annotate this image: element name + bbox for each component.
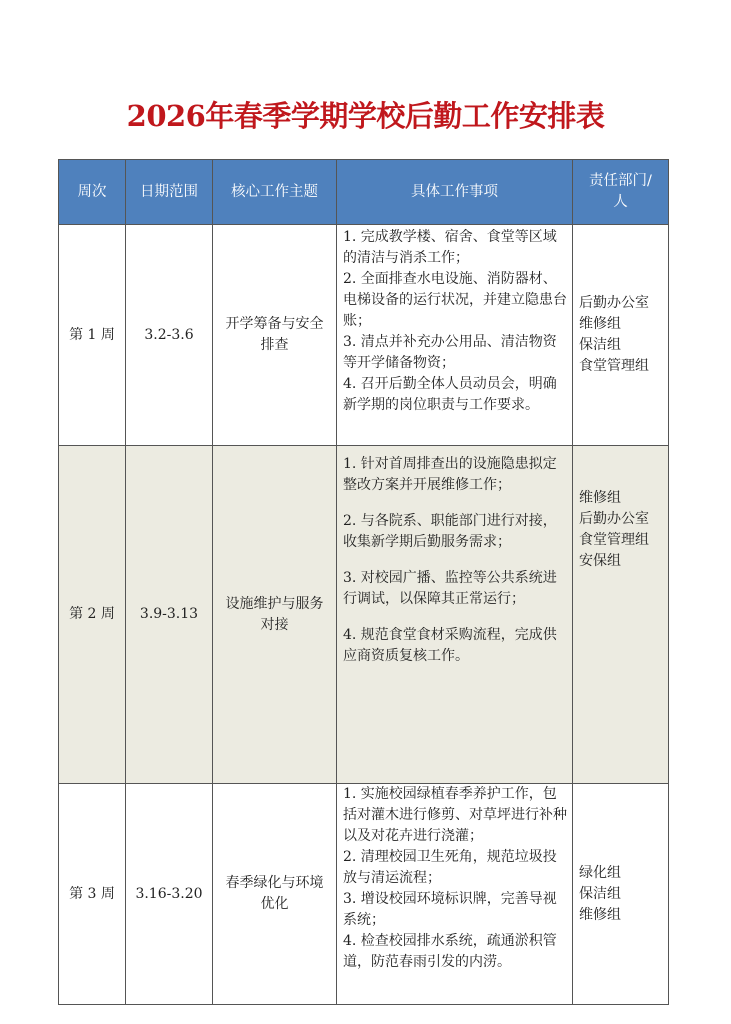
dept-line: 维修组 [579,906,621,923]
week-cell: 第 3 周 [59,784,126,1005]
table-row [59,225,669,446]
task-item: 4. 召开后勤全体人员动员会，明确新学期的岗位职责与工作要求。 [343,376,557,413]
dept-line: 后勤办公室 [579,295,649,311]
theme-text: 设施维护与服务对接 [225,595,324,633]
theme-cell [213,446,337,784]
week-cell: 第 2 周 [59,446,126,784]
theme-cell [213,784,337,1005]
table-row [59,784,669,1005]
dates-cell: 3.16-3.20 [126,784,213,1005]
dept-cell [573,784,669,1005]
theme-text: 开学筹备与安全排查 [225,316,324,353]
items-cell [337,784,573,1005]
dept-line: 保洁组 [579,885,621,902]
week-cell: 第 1 周 [59,225,126,446]
dept-line: 食堂管理组 [579,532,649,548]
task-item: 3. 清点并补充办公用品、清洁物资等开学储备物资； [343,334,557,371]
dept-line: 绿化组 [579,864,621,881]
dept-line: 后勤办公室 [579,511,649,527]
dept-line: 保洁组 [579,337,621,353]
items-cell [337,225,573,446]
task-item: 1. 实施校园绿植春季养护工作，包括对灌木进行修剪、对草坪进行补种以及对花卉进行浇灌； [343,786,567,844]
task-item: 4. 规范食堂食材采购流程，完成供应商资质复核工作。 [343,627,557,664]
page-title: 2026年春季学期学校后勤工作安排表 [126,99,605,133]
header-dept: 责任部门/人 [573,160,669,225]
theme-cell [213,225,337,446]
task-item: 2. 全面排查水电设施、消防器材、电梯设备的运行状况，并建立隐患台账； [343,271,567,329]
dept-line: 安保组 [579,553,621,569]
task-item: 3. 增设校园环境标识牌，完善导视系统； [343,891,557,928]
theme-text: 春季绿化与环境优化 [225,875,324,912]
task-item: 1. 完成教学楼、宿舍、食堂等区域的清洁与消杀工作； [343,229,557,266]
schedule-table [58,159,669,1005]
header-row [59,160,669,225]
header-items: 具体工作事项 [337,160,573,225]
header-dates: 日期范围 [126,160,213,225]
task-item: 1. 针对首周排查出的设施隐患拟定整改方案并开展维修工作； [343,456,557,493]
dates-cell: 3.2-3.6 [126,225,213,446]
dept-line: 食堂管理组 [579,358,649,374]
dept-cell [573,225,669,446]
table-row [59,446,669,784]
dept-line: 维修组 [579,490,621,506]
task-item: 3. 对校园广播、监控等公共系统进行调试，以保障其正常运行； [343,570,557,607]
dept-line: 维修组 [579,316,621,332]
header-week: 周次 [59,160,126,225]
dates-cell: 3.9-3.13 [126,446,213,784]
header-theme: 核心工作主题 [213,160,337,225]
task-item: 2. 清理校园卫生死角，规范垃圾投放与清运流程； [343,849,557,886]
dept-cell [573,446,669,784]
task-item: 4. 检查校园排水系统，疏通淤积管道，防范春雨引发的内涝。 [343,933,557,970]
items-cell [337,446,573,784]
task-item: 2. 与各院系、职能部门进行对接，收集新学期后勤服务需求； [343,513,557,550]
